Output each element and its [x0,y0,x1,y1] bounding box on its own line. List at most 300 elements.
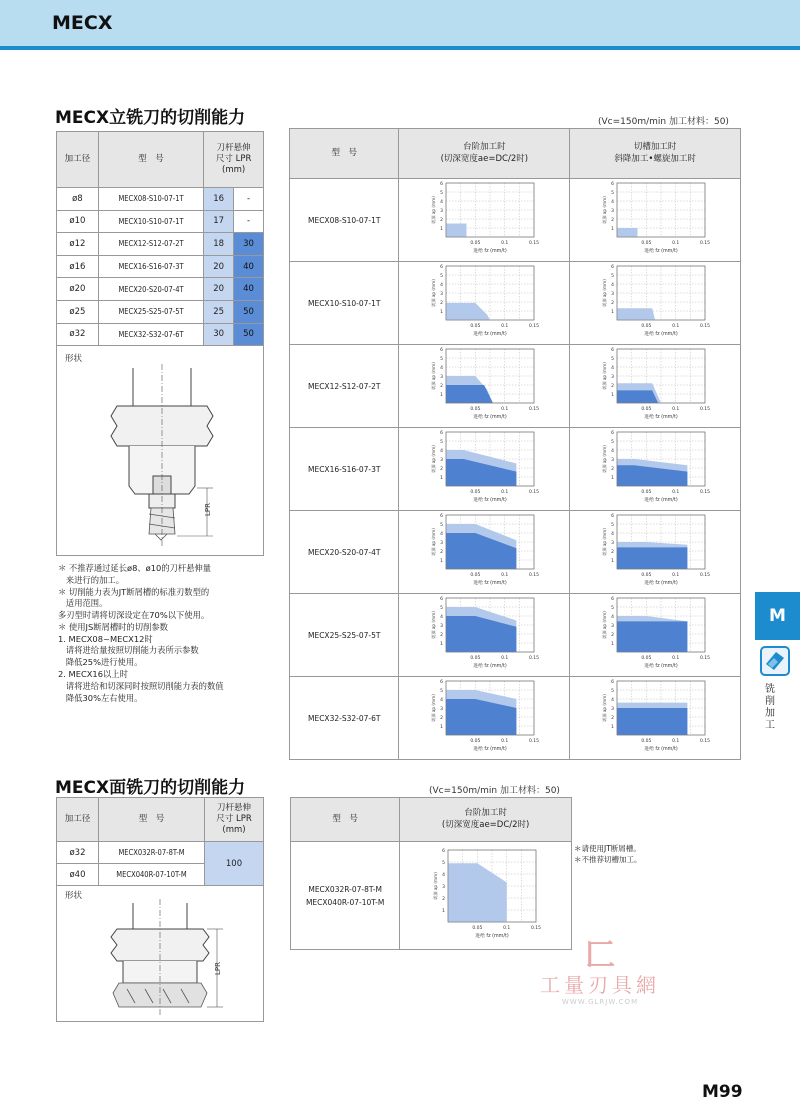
x-tick-label: 0.05 [641,407,652,412]
y-tick-label: 3 [440,375,444,380]
y-tick-label: 6 [440,597,444,602]
y-tick-label: 5 [440,357,444,362]
x-tick-label: 0.1 [501,407,509,412]
cutting-capacity-chart [585,179,725,257]
model-name: MECX040R-07-10T-M [305,897,385,907]
y-tick-label: 3 [611,209,615,214]
x-axis-label: 进给 fz (mm/t) [473,415,508,420]
y-tick-label: 4 [440,283,444,288]
lpr-long-cell: 40 [234,255,264,278]
table-row [290,179,741,262]
capacity-area-standard [617,228,638,237]
chart-cell [399,345,570,428]
y-axis-label: 切深 ap (mm) [602,611,608,639]
y-axis-label: 切深 ap (mm) [602,528,608,556]
dia-cell: ø16 [57,255,99,278]
table-row [57,210,264,233]
x-tick-label: 0.1 [502,925,510,931]
table-row [57,300,264,323]
y-tick-label: 4 [611,615,615,620]
y-tick-label: 1 [611,393,615,398]
model-cell: MECX20-S20-07-4T [290,511,399,594]
x-axis-label: 进给 fz (mm/t) [644,664,678,669]
lpr-long-cell: - [234,188,264,211]
y-tick-label: 3 [440,624,444,629]
y-tick-label: 2 [611,301,615,306]
y-tick-label: 4 [440,366,444,371]
x-tick-label: 0.05 [470,739,481,744]
lpr-long-cell: 50 [234,323,264,346]
model-cell: MECX25-S25-07-5T [98,300,203,323]
cutting-capacity-chart [585,677,725,755]
x-tick-label: 0.15 [700,739,711,744]
y-tick-label: 1 [441,908,445,914]
y-tick-label: 4 [611,366,615,371]
y-tick-label: 5 [441,860,445,866]
dia-cell: ø32 [57,323,99,346]
model-cell: MECX25-S25-07-5T [290,594,399,677]
y-tick-label: 2 [611,467,615,472]
x-tick-label: 0.15 [529,656,540,661]
x-tick-label: 0.15 [529,407,540,412]
y-tick-label: 6 [440,348,444,353]
section1-shape-box [56,346,264,556]
cutting-capacity-chart [585,594,725,672]
x-axis-label: 进给 fz (mm/t) [473,498,508,503]
x-tick-label: 0.05 [641,241,652,246]
x-tick-label: 0.15 [700,324,711,329]
y-tick-label: 3 [611,458,615,463]
y-tick-label: 4 [441,872,445,878]
model-cell: MECX08-S10-07-1T [290,179,399,262]
header-band [0,0,800,46]
x-tick-label: 0.05 [470,490,481,495]
y-tick-label: 2 [611,218,615,223]
x-tick-label: 0.1 [672,573,680,578]
y-tick-label: 2 [611,633,615,638]
y-tick-label: 6 [611,431,615,436]
note-line: 请将进给和切深同时按照切削能力表的数值 [58,680,224,691]
chart-cell [570,594,741,677]
col-lpr-header: 刀杆悬伸 尺寸 LPR (mm) [205,798,264,842]
y-tick-label: 3 [441,884,445,890]
chart-cell [570,345,741,428]
lpr-std-cell: 18 [204,233,234,256]
y-tick-label: 3 [611,292,615,297]
y-axis-label: 切深 ap (mm) [431,445,437,473]
y-tick-label: 4 [611,200,615,205]
x-tick-label: 0.15 [529,490,540,495]
y-tick-label: 2 [440,218,444,223]
dia-cell: ø10 [57,210,99,233]
capacity-area-extended [617,621,687,652]
y-tick-label: 3 [611,541,615,546]
table-row [290,594,741,677]
note-line: 降低30%左右使用。 [58,692,143,703]
section2-spec-table [56,797,264,886]
y-tick-label: 2 [611,716,615,721]
y-tick-label: 3 [611,375,615,380]
chart-cell [570,677,741,760]
y-tick-label: 6 [611,265,615,270]
capacity-area-extended [617,390,658,403]
endmill-drawing [57,346,265,556]
y-axis-label: 切深 ap (mm) [602,445,608,473]
note-line: ＊ 切削能力表为JT断屑槽的标准刃数型的 [58,586,210,597]
y-tick-label: 6 [440,680,444,685]
x-tick-label: 0.05 [641,656,652,661]
y-tick-label: 3 [440,458,444,463]
y-tick-label: 3 [440,209,444,214]
y-tick-label: 4 [440,532,444,537]
chart-cell [399,594,570,677]
y-axis-label: 切深 ap (mm) [602,694,608,722]
section1-notes [58,563,224,704]
side-category-label: 铣削加工 [765,684,775,731]
x-tick-label: 0.15 [529,241,540,246]
cutting-capacity-chart [414,345,554,423]
shape-lpr-label: LPR [214,962,222,975]
y-tick-label: 2 [611,384,615,389]
x-axis-label: 进给 fz (mm/t) [644,581,678,586]
model-cell: MECX20-S20-07-4T [98,278,203,301]
x-tick-label: 0.15 [700,573,711,578]
col-model-header: 型 号 [98,132,203,188]
chart-col-slot-header: 切槽加工时 斜降加工•螺旋加工时 [570,129,741,179]
shape-label: 形状 [65,354,83,364]
x-axis-label: 进给 fz (mm/t) [644,249,678,254]
cutting-capacity-chart [414,428,554,506]
y-axis-label: 切深 ap (mm) [602,196,608,224]
x-tick-label: 0.1 [501,324,509,329]
y-tick-label: 1 [611,476,615,481]
x-tick-label: 0.15 [530,925,541,931]
cutting-capacity-chart [585,262,725,340]
y-tick-label: 5 [440,191,444,196]
lpr-long-cell: 40 [234,278,264,301]
cutting-capacity-chart [416,846,556,942]
table-row [290,677,741,760]
model-cell: MECX16-S16-07-3T [290,428,399,511]
y-axis-label: 切深 ap (mm) [602,362,608,390]
x-tick-label: 0.1 [501,241,509,246]
y-tick-label: 2 [441,896,445,902]
chart-cell [570,262,741,345]
table-row [57,323,264,346]
model-cell: MECX10-S10-07-1T [98,210,203,233]
table-row [290,511,741,594]
table-row [57,188,264,211]
dia-cell: ø25 [57,300,99,323]
lpr-std-cell: 16 [204,188,234,211]
note-line: 降低25%进行使用。 [58,657,143,668]
y-tick-label: 3 [440,541,444,546]
y-axis-label: 切深 ap (mm) [431,528,437,556]
note-line: ＊ 使用JS断屑槽时的切削参数 [58,621,168,632]
table-row [57,842,264,864]
y-tick-label: 5 [440,689,444,694]
x-tick-label: 0.1 [672,656,680,661]
y-tick-label: 4 [611,449,615,454]
y-tick-label: 5 [440,523,444,528]
model-name: MECX032R-07-8T-M [308,884,382,894]
x-tick-label: 0.1 [501,739,509,744]
x-axis-label: 进给 fz (mm/t) [644,498,678,503]
col-dia-header: 加工径 [57,132,99,188]
y-tick-label: 2 [440,550,444,555]
note-line: 2. MECX16以上时 [58,669,128,680]
model-cell: MECX040R-07-10T-M [99,864,205,886]
y-axis-label: 切深 ap (mm) [432,871,438,900]
x-tick-label: 0.05 [641,490,652,495]
cutting-capacity-chart [585,511,725,589]
x-tick-label: 0.15 [529,739,540,744]
note-line: 1. MECX08~MECX12时 [58,633,153,644]
chart-cell [570,179,741,262]
y-tick-label: 4 [440,200,444,205]
section1-condition: (Vc=150m/min 加工材料：50) [598,117,729,127]
cutting-capacity-chart [585,428,725,506]
y-tick-label: 6 [440,182,444,187]
y-tick-label: 1 [611,642,615,647]
y-tick-label: 2 [440,716,444,721]
y-tick-label: 4 [440,698,444,703]
cutting-capacity-chart [585,345,725,423]
lpr-std-cell: 20 [204,278,234,301]
table-row [57,233,264,256]
y-tick-label: 5 [611,689,615,694]
x-tick-label: 0.05 [471,925,483,931]
y-tick-label: 5 [611,274,615,279]
y-tick-label: 1 [611,310,615,315]
note-line: ＊不推荐切槽加工。 [574,854,642,864]
section2-condition: (Vc=150m/min 加工材料：50) [429,786,560,796]
y-tick-label: 6 [611,348,615,353]
x-axis-label: 进给 fz (mm/t) [644,332,678,337]
cutting-capacity-chart [414,511,554,589]
y-tick-label: 5 [440,440,444,445]
col-lpr-header: 刀杆悬伸 尺寸 LPR (mm) [204,132,264,188]
x-tick-label: 0.05 [470,573,481,578]
y-tick-label: 1 [440,393,444,398]
x-tick-label: 0.15 [700,241,711,246]
capacity-area-extended [617,708,687,735]
y-tick-label: 1 [440,642,444,647]
y-tick-label: 5 [611,357,615,362]
chart-col-model-header: 型 号 [290,129,399,179]
lpr-std-cell: 30 [204,323,234,346]
dia-cell: ø32 [57,842,99,864]
y-tick-label: 3 [611,624,615,629]
model-cell [291,842,400,950]
x-tick-label: 0.05 [641,739,652,744]
table-row [57,278,264,301]
y-tick-label: 1 [440,227,444,232]
y-tick-label: 1 [611,725,615,730]
chart-cell [399,677,570,760]
y-axis-label: 切深 ap (mm) [431,196,437,224]
x-axis-label: 进给 fz (mm/t) [473,581,508,586]
y-tick-label: 5 [611,191,615,196]
y-tick-label: 6 [441,848,445,854]
chart-col-model-header: 型 号 [291,798,400,842]
model-cell: MECX10-S10-07-1T [290,262,399,345]
x-tick-label: 0.1 [672,739,680,744]
chart-cell [570,511,741,594]
x-tick-label: 0.05 [641,573,652,578]
x-tick-label: 0.05 [641,324,652,329]
watermark-logo: 匚 工量刃具網 WWW.GLRJW.COM [530,940,670,1006]
x-tick-label: 0.15 [529,324,540,329]
y-tick-label: 4 [611,532,615,537]
y-tick-label: 6 [440,265,444,270]
note-line: ＊请使用JT断屑槽。 [574,844,641,853]
y-tick-label: 3 [611,707,615,712]
model-cell: MECX32-S32-07-6T [290,677,399,760]
model-cell: MECX12-S12-07-2T [98,233,203,256]
section1-title: MECX立铣刀的切削能力 [55,108,246,128]
lpr-std-cell: 25 [204,300,234,323]
x-tick-label: 0.15 [700,656,711,661]
section2-title: MECX面铣刀的切削能力 [55,778,246,798]
y-axis-label: 切深 ap (mm) [431,279,437,307]
x-axis-label: 进给 fz (mm/t) [473,332,508,337]
note-line: ＊ 不推荐通过延长ø8、ø10的刀杆悬伸量 [58,563,212,573]
lpr-std-cell: 20 [204,255,234,278]
x-tick-label: 0.1 [501,656,509,661]
y-tick-label: 6 [611,680,615,685]
section2-chart-table [290,797,572,950]
x-axis-label: 进给 fz (mm/t) [644,747,678,752]
table-row [290,262,741,345]
y-tick-label: 6 [611,182,615,187]
y-tick-label: 6 [611,597,615,602]
chart-col-step-header: 台阶加工时 (切深宽度ae=DC/2时) [400,798,572,842]
chart-col-step-header: 台阶加工时 (切深宽度ae=DC/2时) [399,129,570,179]
dia-cell: ø20 [57,278,99,301]
y-axis-label: 切深 ap (mm) [602,279,608,307]
x-axis-label: 进给 fz (mm/t) [474,933,509,939]
facemill-drawing [57,885,265,1022]
capacity-area-standard [446,224,467,238]
y-tick-label: 5 [611,523,615,528]
model-cell: MECX16-S16-07-3T [98,255,203,278]
y-tick-label: 5 [611,440,615,445]
y-tick-label: 4 [611,698,615,703]
section2-notes [574,844,642,866]
y-tick-label: 1 [611,227,615,232]
shape-lpr-label: LPR [204,503,212,516]
note-line: 请将进给量按照切削能力表所示参数 [58,645,199,656]
x-tick-label: 0.1 [501,573,509,578]
table-row [290,428,741,511]
lpr-cell: 100 [205,842,264,886]
x-tick-label: 0.15 [700,490,711,495]
y-tick-label: 4 [440,449,444,454]
col-model-header: 型 号 [99,798,205,842]
note-line: 适用范围。 [58,598,108,609]
section1-chart-table [289,128,741,760]
y-tick-label: 2 [440,301,444,306]
chart-cell [399,511,570,594]
y-axis-label: 切深 ap (mm) [431,362,437,390]
y-tick-label: 1 [440,559,444,564]
y-tick-label: 2 [440,384,444,389]
y-tick-label: 5 [611,606,615,611]
y-tick-label: 6 [611,514,615,519]
y-tick-label: 1 [440,725,444,730]
x-tick-label: 0.1 [501,490,509,495]
x-axis-label: 进给 fz (mm/t) [644,415,678,420]
y-tick-label: 1 [611,559,615,564]
y-tick-label: 3 [440,707,444,712]
chart-cell [570,428,741,511]
milling-icon [760,646,790,676]
x-tick-label: 0.15 [700,407,711,412]
chart-cell [400,842,572,950]
col-dia-header: 加工径 [57,798,99,842]
x-tick-label: 0.1 [672,407,680,412]
shape-label: 形状 [65,891,83,901]
x-tick-label: 0.1 [672,324,680,329]
y-tick-label: 2 [440,633,444,638]
lpr-long-cell: 30 [234,233,264,256]
x-axis-label: 进给 fz (mm/t) [473,249,508,254]
x-tick-label: 0.05 [470,241,481,246]
note-line: 来进行的加工。 [58,574,124,585]
table-row [290,345,741,428]
cutting-capacity-chart [414,262,554,340]
cutting-capacity-chart [414,594,554,672]
watermark-icon: 匚 [585,938,615,973]
y-tick-label: 5 [440,274,444,279]
y-axis-label: 切深 ap (mm) [431,611,437,639]
y-tick-label: 4 [440,615,444,620]
y-tick-label: 4 [611,283,615,288]
lpr-long-cell: - [234,210,264,233]
page-header-title: MECX [52,12,113,34]
y-axis-label: 切深 ap (mm) [431,694,437,722]
model-cell: MECX32-S32-07-6T [98,323,203,346]
page-number: M99 [702,1082,743,1102]
chart-cell [399,262,570,345]
dia-cell: ø8 [57,188,99,211]
chart-cell [399,428,570,511]
table-row [57,255,264,278]
y-tick-label: 3 [440,292,444,297]
y-tick-label: 6 [440,431,444,436]
section-tab-m[interactable]: M [755,592,800,640]
capacity-area-standard [617,308,655,320]
y-tick-label: 6 [440,514,444,519]
table-row [291,842,572,950]
y-tick-label: 5 [440,606,444,611]
dia-cell: ø40 [57,864,99,886]
section2-shape-box [56,885,264,1022]
capacity-area-extended [617,547,687,569]
lpr-std-cell: 17 [204,210,234,233]
x-tick-label: 0.05 [470,324,481,329]
x-axis-label: 进给 fz (mm/t) [473,664,508,669]
y-tick-label: 2 [440,467,444,472]
section1-spec-table [56,131,264,346]
note-line: 多刃型时请将切深设定在70%以下使用。 [58,610,210,621]
y-tick-label: 2 [611,550,615,555]
cutting-capacity-chart [414,179,554,257]
x-tick-label: 0.1 [672,241,680,246]
model-cell: MECX032R-07-8T-M [99,842,205,864]
x-tick-label: 0.15 [529,573,540,578]
